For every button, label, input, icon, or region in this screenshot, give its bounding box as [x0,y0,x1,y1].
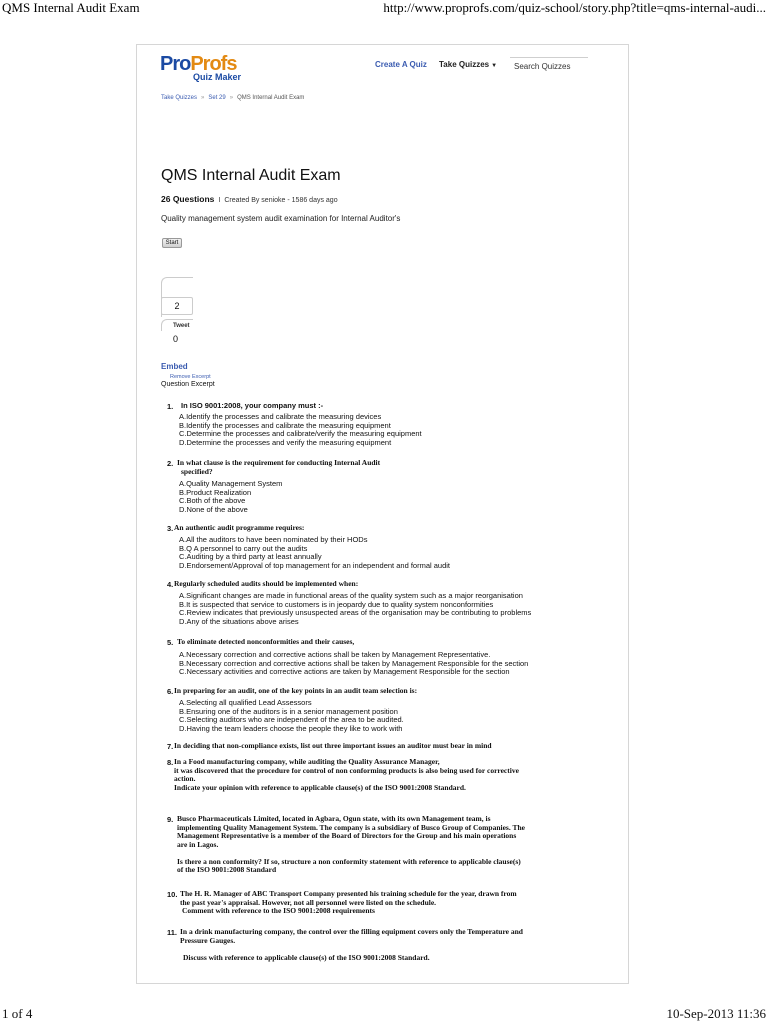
print-footer-page: 1 of 4 [2,1006,33,1021]
answer-option: D.None of the above [179,504,248,514]
question-number: 5. [167,638,174,647]
print-footer-date: 10-Sep-2013 11:36 [666,1006,766,1021]
answer-option: A.All the auditors to have been nominated by their HODs [179,535,368,544]
answer-option: D.Determine the processes and verify the measuring equipment [179,437,392,447]
answer-option: C.Both of the above [179,496,246,506]
logo-pro-text: Pro [160,53,191,75]
answer-option: B.Q A personnel to carry out the audits [179,543,308,553]
breadcrumb [161,95,304,101]
question-excerpt-heading: Question Excerpt [161,381,215,388]
start-button[interactable]: Start [162,238,182,248]
question-number: 3. [167,524,174,533]
question-number: 1. [167,402,174,411]
question-text: Busco Pharmaceuticals Limited, located in Agbara, Ogun state, with its own Management team, is implementing Quality Management System. The company is a subsidiary of Busco Group of Companies. The Management Representative is a member of the Board of Directors for the Group and his main operations are in Lagos. Is there a non conformity? If so, structure a non conformity statement with reference to applicable clause(s) of the ISO 9001:2008 Standard [177,814,525,874]
question-number: 8. [167,758,174,767]
answer-options [179,536,450,570]
print-header-title: QMS Internal Audit Exam [2,0,140,15]
answer-option: A.Identify the processes and calibrate the measuring devices [179,412,382,421]
question-number: 7. [167,742,174,751]
answer-option: C.Auditing by a third party at least annually [179,552,322,562]
answer-option: C.Selecting auditors who are independent of the area to be audited. [179,715,404,725]
answer-option: B.Product Realization [179,487,252,497]
question-text: An authentic audit programme requires: [174,523,305,532]
question-text: In what clause is the requirement for conducting Internal Audit specified? [177,458,381,476]
page-title: QMS Internal Audit Exam [161,167,341,184]
quiz-description: Quality management system audit examination for Internal Auditor's [161,214,401,223]
answer-option: D.Any of the situations above arises [179,616,299,626]
question-text: In ISO 9001:2008, your company must :- [181,401,324,410]
facebook-like-count: 2 [161,297,193,315]
breadcrumb-current: QMS Internal Audit Exam [237,95,305,101]
tweet-button[interactable]: Tweet [161,319,193,331]
breadcrumb-separator: » [201,95,205,101]
answer-option: B.Ensuring one of the auditors is in a senior management position [179,706,398,716]
question-text: To eliminate detected nonconformities and their causes, [177,637,355,646]
question-number: 10. [167,890,178,899]
breadcrumb-separator: » [229,95,234,101]
print-header-url: http://www.proprofs.com/quiz-school/story.php?title=qms-internal-audi... [383,0,766,15]
embed-link[interactable]: Embed [161,362,188,371]
logo-profs-text: Profs [190,53,237,75]
question-text: In a Food manufacturing company, while auditing the Quality Assurance Manager, it was discovered that the procedure for control of non conforming products is also being used for corrective action. Indicate your opinion with reference to applicable clause(s) of the ISO 9001:2008 Standard. [174,757,519,792]
take-quizzes-menu[interactable] [439,60,497,69]
answer-option: A.Quality Management System [179,479,283,488]
answer-options [179,413,422,447]
answer-option: C.Determine the processes and calibrate/verify the measuring equipment [179,429,422,439]
answer-option: C.Necessary activities and corrective actions are taken by Management Responsible for the section [179,667,510,677]
create-quiz-link[interactable]: Create A Quiz [375,60,427,69]
answer-options [179,699,404,733]
take-quizzes-label: Take Quizzes [439,60,490,69]
search-input[interactable]: Search Quizzes [510,57,588,73]
tweet-count: 0 [173,334,179,344]
question-number: 11. [167,928,178,937]
proprofs-logo[interactable] [160,54,250,84]
question-text: The H. R. Manager of ABC Transport Company presented his training schedule for the year, drawn from the past year's appraisal. However, not all personnel were listed on the schedule. Comment with reference to the ISO 9001:2008 requirements [180,889,517,915]
question-count: 26 Questions [161,194,215,204]
chevron-down-icon: ▼ [491,63,498,69]
question-number: 9. [167,815,174,824]
question-text: In preparing for an audit, one of the key points in an audit team selection is: [174,686,418,695]
answer-option: B.It is suspected that service to customers is in jeopardy due to quality system nonconformities [179,599,494,609]
question-text: Regularly scheduled audits should be implemented when: [174,579,359,588]
question-number: 4. [167,580,174,589]
answer-option: D.Endorsement/Approval of top management for an independent and formal audit [179,560,451,570]
question-text: In deciding that non-compliance exists, list out three important issues an auditor must bear in mind [174,741,492,750]
question-number: 6. [167,687,174,696]
logo-subtitle: Quiz Maker [193,72,242,82]
answer-options [179,480,282,514]
answer-options [179,592,531,626]
answer-option: A.Necessary correction and corrective actions shall be taken by Management Representative. [179,650,491,659]
question-text: In a drink manufacturing company, the control over the filling equipment covers only the Temperature and Pressure Gauges. Discuss with reference to applicable clause(s) of the ISO 9001:2008 Standard. [180,927,523,962]
breadcrumb-take-quizzes[interactable]: Take Quizzes [161,95,198,101]
answer-option: B.Necessary correction and corrective actions shall be taken by Management Responsible for the section [179,658,529,668]
created-by: Created By senioke - 1586 days ago [224,197,338,204]
answer-option: A.Selecting all qualified Lead Assessors [179,698,312,707]
answer-options [179,651,528,677]
meta-separator: I [218,197,221,204]
answer-option: A.Significant changes are made in functional areas of the quality system such as a major reorganisation [179,591,523,600]
answer-option: D.Having the team leaders choose the people they like to work with [179,723,403,733]
breadcrumb-set[interactable]: Set 29 [208,95,226,101]
answer-option: C.Review indicates that previously unsuspected areas of the organisation may be contributing to problems [179,608,532,618]
quiz-meta [161,194,338,204]
answer-option: B.Identify the processes and calibrate the measuring equipment [179,420,391,430]
page-frame [136,44,629,984]
remove-excerpt-link[interactable]: Remove Excerpt [170,374,211,380]
question-number: 2. [167,459,174,468]
